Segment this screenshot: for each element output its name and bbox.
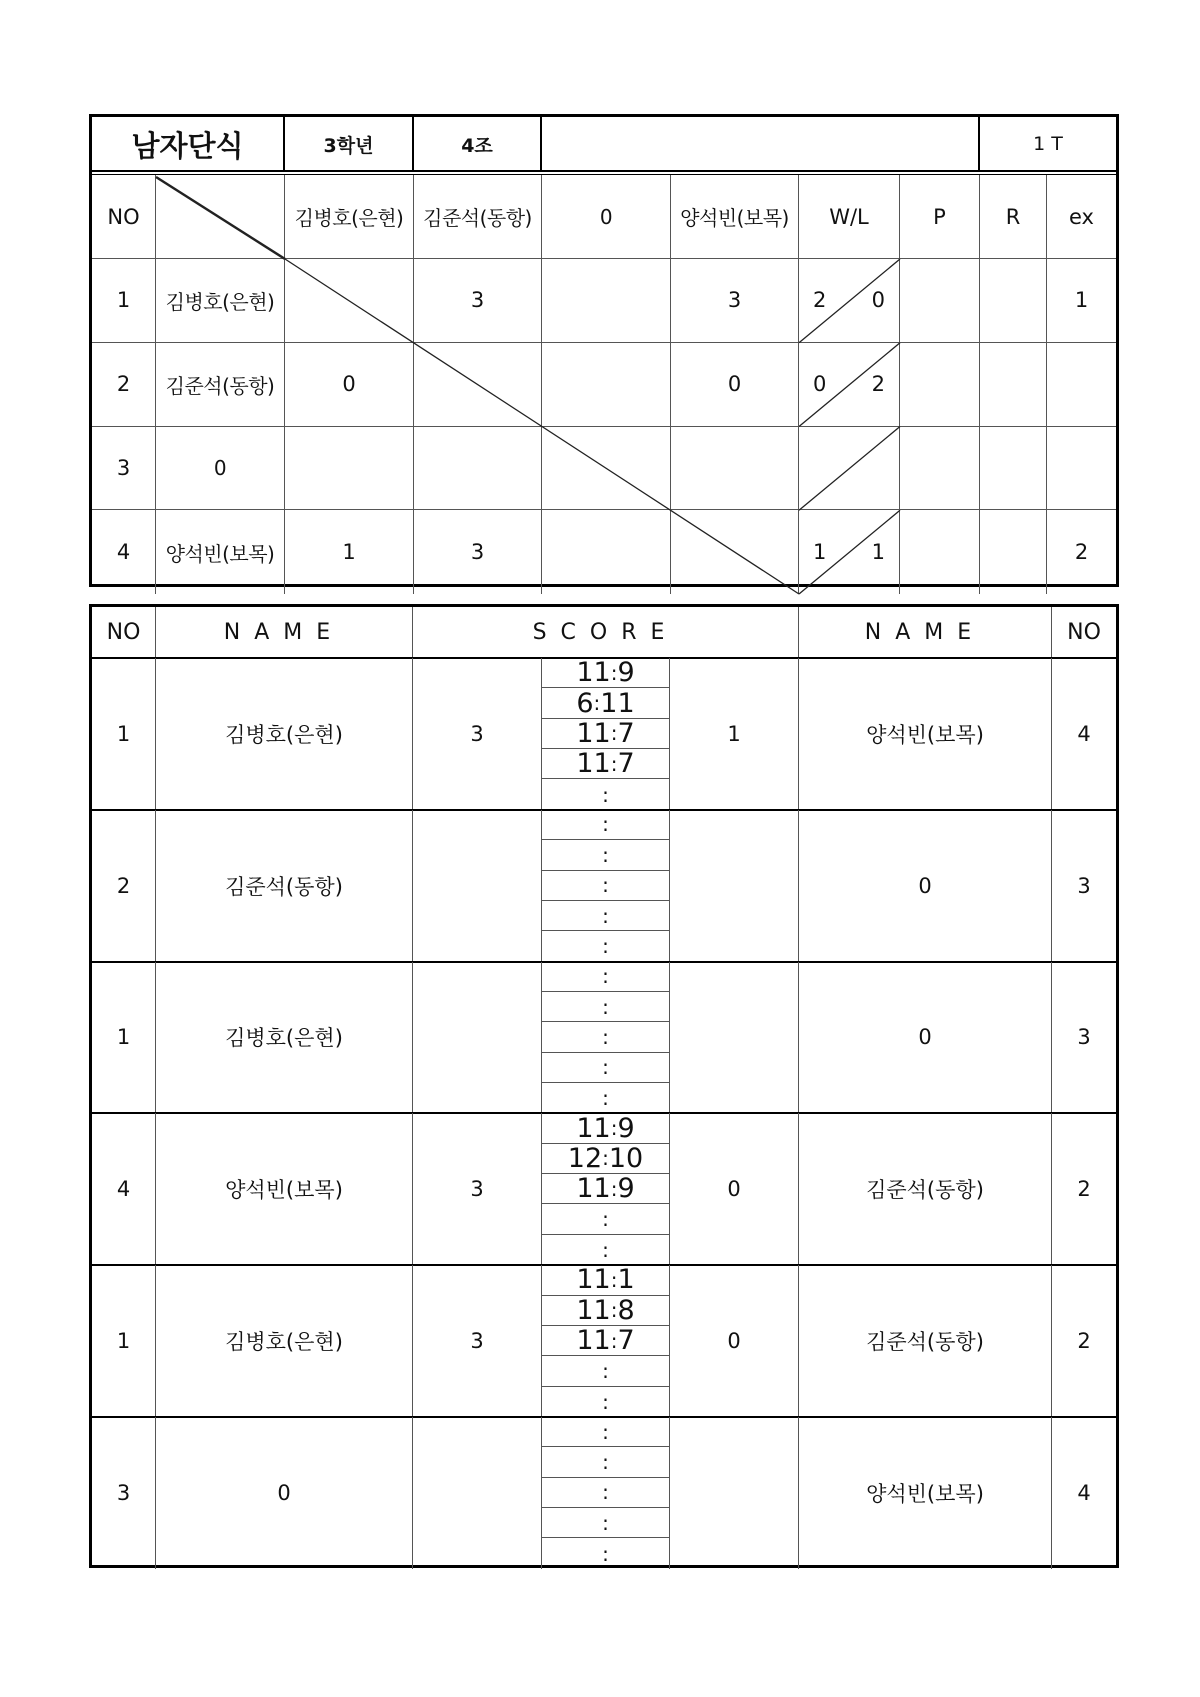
match-sets-left: 3 [413,1113,542,1265]
game-score [542,1326,670,1356]
match-name-right: 양석빈(보목) [799,658,1052,810]
match-result: 0 [671,343,799,427]
game-colon: : [602,1541,609,1566]
game-score [542,1447,670,1477]
game-score [542,658,670,688]
game-score [542,810,670,840]
game-points-right: 7 [617,748,635,780]
game-colon: : [610,1267,618,1292]
game-colon: : [602,782,609,807]
losses: 2 [871,372,885,397]
match-sets-left: 3 [413,1265,542,1417]
game-colon: : [602,812,609,837]
game-points-right: 9 [617,1173,635,1205]
game-score [542,688,670,718]
game-points-right: 7 [617,1325,635,1357]
game-score [542,1478,670,1508]
game-points-left: 11 [576,717,611,749]
header-no-left: NO [92,607,156,658]
match-sets-right: 0 [670,1265,799,1417]
game-score [542,719,670,749]
game-colon: : [602,1358,609,1383]
group-label: 4조 [414,117,542,171]
game-points-left: 11 [576,1112,611,1144]
win-loss-slash [799,259,900,343]
match-name-left: 양석빈(보목) [156,1113,413,1265]
header-no-right: NO [1067,620,1101,645]
game-colon: : [610,1116,618,1141]
game-score [542,840,670,870]
game-score [542,1538,670,1568]
row-number: 2 [92,343,156,427]
game-colon: : [610,660,618,685]
match-sets-right [670,962,799,1114]
game-score [542,1083,670,1113]
match-result: 3 [414,510,542,594]
game-points-right: 9 [617,1112,635,1144]
match-no-left: 2 [92,810,156,962]
game-points-right: 11 [600,687,635,719]
match-sets-right [670,1417,799,1569]
table-number: 1 T [1033,133,1063,155]
game-score [542,901,670,931]
grade-label: 3학년 [285,117,414,171]
game-colon: : [602,873,609,898]
game-points-right: 7 [617,717,635,749]
game-score [542,871,670,901]
game-points-left: 11 [576,1325,611,1357]
match-name-left: 김준석(동항) [156,810,413,962]
match-sets-left [413,962,542,1114]
col-header-no: NO [92,175,156,259]
game-score [542,779,670,809]
game-points-left: 12 [567,1142,603,1174]
game-points-right: 8 [617,1294,635,1326]
match-table [89,604,1119,1568]
game-colon: : [602,994,609,1019]
game-colon: : [602,903,609,928]
game-points-left: 6 [576,687,594,719]
game-colon: : [602,842,609,867]
losses: 0 [871,288,885,313]
match-sets-right [670,810,799,962]
match-name-left: 0 [156,1417,413,1569]
header-name-left: NAME [156,607,413,658]
game-colon: : [602,1510,609,1535]
event-title: 남자단식 [92,117,285,171]
match-no-right: 4 [1077,721,1091,746]
col-header-r: R [980,175,1047,259]
game-colon: : [602,1480,609,1505]
game-score [542,1508,670,1538]
game-score [542,1265,670,1295]
match-result: 3 [414,259,542,343]
row-player-name: 0 [156,427,285,511]
col-header-player: 김병호(은현) [285,175,414,259]
match-no-left: 1 [92,658,156,810]
extra-cell: 1 [1047,259,1116,343]
game-score [542,962,670,992]
game-points-right: 9 [617,657,635,689]
match-no-left: 3 [92,1417,156,1569]
corner-diagonal [156,177,285,259]
self-match-diagonal [285,259,799,594]
game-score [542,992,670,1022]
match-no-left: 1 [92,1265,156,1417]
game-colon: : [610,751,618,776]
match-no-right: 2 [1077,1177,1091,1202]
game-score [542,1296,670,1326]
row-player-name: 김병호(은현) [156,259,285,343]
match-sets-right: 1 [670,658,799,810]
win-loss-slash [799,427,900,511]
game-colon: : [602,1207,609,1232]
match-no-right: 2 [1077,1329,1091,1354]
row-player-name: 양석빈(보목) [156,510,285,594]
game-points-left: 11 [576,1294,611,1326]
game-colon: : [602,1389,609,1414]
match-sets-right: 0 [670,1113,799,1265]
game-colon: : [593,691,601,716]
wins: 1 [813,540,827,565]
row-player-name: 김준석(동항) [156,343,285,427]
match-name-right: 김준석(동항) [799,1265,1052,1417]
match-name-right: 0 [799,962,1052,1114]
row-number: 3 [92,427,156,511]
col-header-player: 김준석(동항) [414,175,542,259]
wins: 0 [813,372,827,397]
round-robin-table [89,114,1119,587]
game-points-left: 11 [576,657,611,689]
match-name-right: 양석빈(보목) [799,1417,1052,1569]
match-name-left: 김병호(은현) [156,962,413,1114]
match-sets-left: 3 [413,658,542,810]
match-sets-left [413,810,542,962]
game-score [542,1113,670,1143]
game-score [542,1204,670,1234]
game-colon: : [602,1238,609,1262]
game-colon: : [602,1419,609,1444]
game-colon: : [602,1450,609,1475]
match-sets-left [413,1417,542,1569]
game-points-left: 11 [576,748,611,780]
grid-diagonals [92,117,1116,584]
col-header-player: 0 [542,175,671,259]
game-colon: : [602,934,609,959]
game-score [542,1356,670,1386]
col-header-p: P [900,175,980,259]
wins: 2 [813,288,827,313]
row-number: 1 [92,259,156,343]
game-points-left: 11 [576,1264,611,1296]
col-header-ex: ex [1047,175,1116,259]
header-score: SCORE [413,607,799,658]
game-colon: : [602,1024,609,1049]
game-colon: : [610,1328,618,1353]
game-colon: : [602,1086,609,1111]
game-colon: : [602,964,609,989]
match-name-right: 0 [799,810,1052,962]
row-number: 4 [92,510,156,594]
game-colon: : [602,1146,609,1171]
match-no-right: 3 [1077,1025,1091,1050]
game-score [542,1235,670,1265]
game-colon: : [610,1298,618,1323]
match-result: 0 [285,343,414,427]
win-loss-slash [799,343,900,427]
game-score [542,749,670,779]
col-header-player: 양석빈(보목) [671,175,799,259]
match-no-right: 3 [1077,873,1091,898]
header-name-right: NAME [799,607,1052,658]
game-points-right: 1 [617,1264,635,1296]
game-colon: : [610,1176,618,1201]
match-result: 3 [671,259,799,343]
match-name-left: 김병호(은현) [156,658,413,810]
game-colon: : [610,721,618,746]
game-colon: : [602,1055,609,1080]
extra-cell: 2 [1074,540,1089,565]
game-score [542,1144,670,1174]
win-loss-slash [799,510,900,594]
game-score [542,1387,670,1417]
match-no-left: 4 [92,1113,156,1265]
match-name-right: 김준석(동항) [799,1113,1052,1265]
match-name-left: 김병호(은현) [156,1265,413,1417]
game-points-left: 11 [576,1173,611,1205]
game-score [542,1022,670,1052]
match-no-right: 4 [1077,1480,1091,1505]
game-score [542,1417,670,1447]
game-score [542,931,670,961]
game-score [542,1053,670,1083]
match-result: 1 [285,510,414,594]
game-score [542,1174,670,1204]
game-points-right: 10 [608,1142,644,1174]
col-header-wl: W/L [799,175,900,259]
match-no-left: 1 [92,962,156,1114]
losses: 1 [871,540,885,565]
